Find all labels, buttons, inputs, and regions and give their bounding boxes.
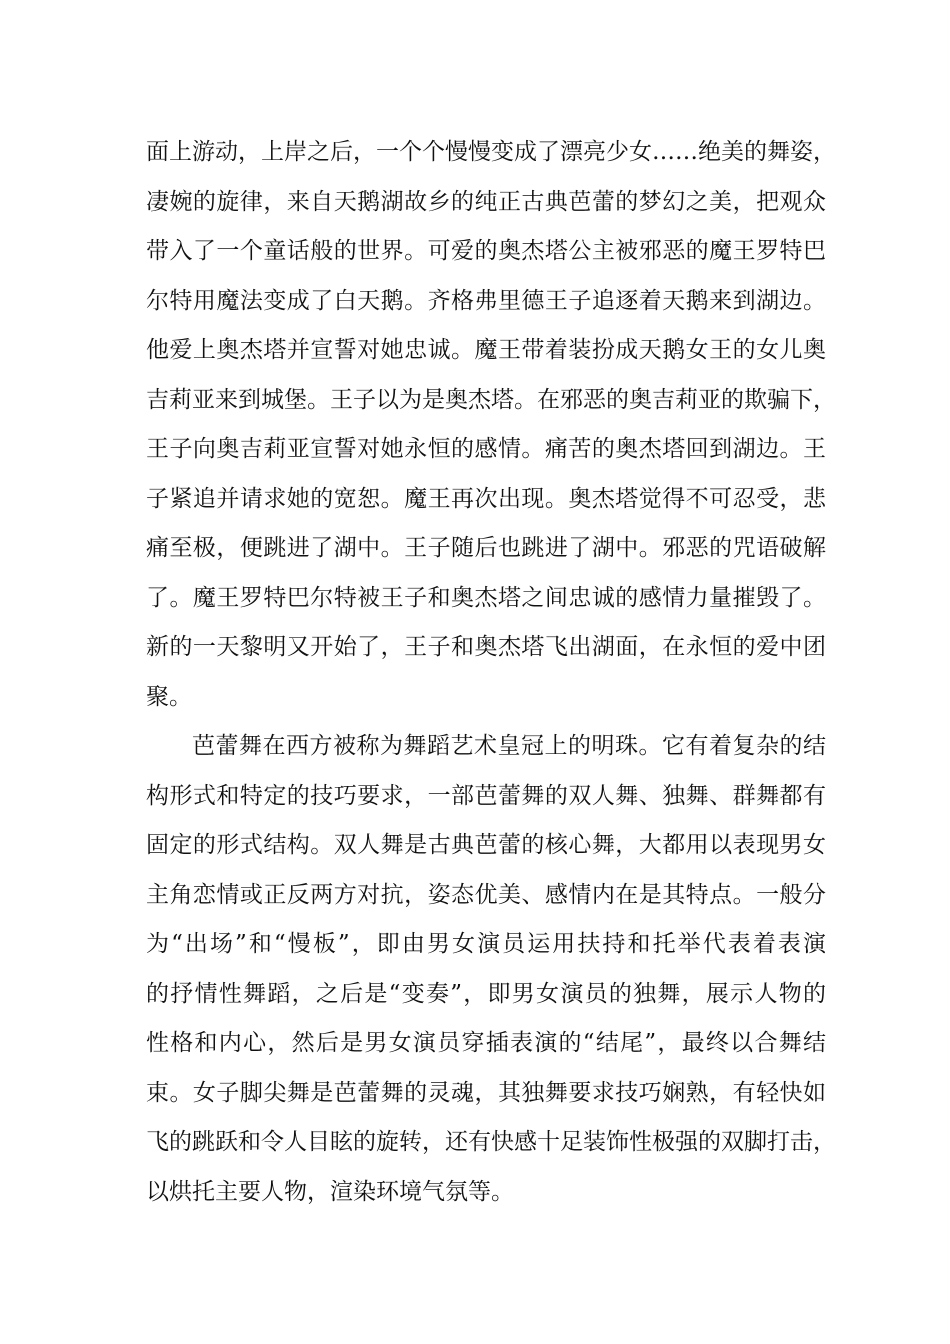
text-line: 面上游动，上岸之后，一个个慢慢变成了漂亮少女……绝美的舞姿， bbox=[146, 139, 836, 165]
text-line: 固定的形式结构。双人舞是古典芭蕾的核心舞，大都用以表现男女 bbox=[146, 832, 826, 858]
text-line: 构形式和特定的技巧要求，一部芭蕾舞的双人舞、独舞、群舞都有 bbox=[146, 782, 826, 809]
text-line: 束。女子脚尖舞是芭蕾舞的灵魂，其独舞要求技巧娴熟，有轻快如 bbox=[146, 1079, 826, 1106]
text-line: 带入了一个童话般的世界。可爱的奥杰塔公主被邪恶的魔王罗特巴 bbox=[146, 238, 826, 264]
text-line: 吉莉亚来到城堡。王子以为是奥杰塔。在邪恶的奥吉莉亚的欺骗下， bbox=[146, 386, 836, 413]
text-line: 尔特用魔法变成了白天鹅。齐格弗里德王子追逐着天鹅来到湖边。 bbox=[146, 287, 826, 314]
text-line: 主角恋情或正反两方对抗，姿态优美、感情内在是其特点。一般分 bbox=[146, 881, 826, 908]
body-text bbox=[146, 128, 836, 1217]
text-line: 子紧追并请求她的宽恕。魔王再次出现。奥杰塔觉得不可忍受，悲 bbox=[146, 485, 826, 512]
text-line: 了。魔王罗特巴尔特被王子和奥杰塔之间忠诚的感情力量摧毁了。 bbox=[146, 584, 826, 611]
text-line: 痛至极，便跳进了湖中。王子随后也跳进了湖中。邪恶的咒语破解 bbox=[146, 535, 826, 561]
text-line: 为“出场”和“慢板”，即由男女演员运用扶持和托举代表着表演 bbox=[146, 931, 826, 957]
text-line: 他爱上奥杰塔并宣誓对她忠诚。魔王带着装扮成天鹅女王的女儿奥 bbox=[146, 337, 826, 363]
text-line: 凄婉的旋律，来自天鹅湖故乡的纯正古典芭蕾的梦幻之美，把观众 bbox=[146, 188, 826, 215]
text-line: 以烘托主要人物，渲染环境气氛等。 bbox=[146, 1178, 514, 1205]
text-line: 芭蕾舞在西方被称为舞蹈艺术皇冠上的明珠。它有着复杂的结 bbox=[192, 733, 826, 759]
text-line: 飞的跳跃和令人目眩的旋转，还有快感十足装饰性极强的双脚打击， bbox=[146, 1129, 836, 1155]
text-line: 聚。 bbox=[146, 683, 192, 710]
text-line: 的抒情性舞蹈，之后是“变奏”，即男女演员的独舞，展示人物的 bbox=[146, 980, 826, 1007]
text-line: 王子向奥吉莉亚宣誓对她永恒的感情。痛苦的奥杰塔回到湖边。王 bbox=[146, 436, 826, 462]
paragraph-swan-lake-story bbox=[146, 128, 836, 722]
text-line: 性格和内心，然后是男女演员穿插表演的“结尾”，最终以合舞结 bbox=[146, 1030, 826, 1056]
paragraph-ballet-structure bbox=[146, 722, 836, 1217]
text-line: 新的一天黎明又开始了，王子和奥杰塔飞出湖面，在永恒的爱中团 bbox=[146, 634, 826, 660]
